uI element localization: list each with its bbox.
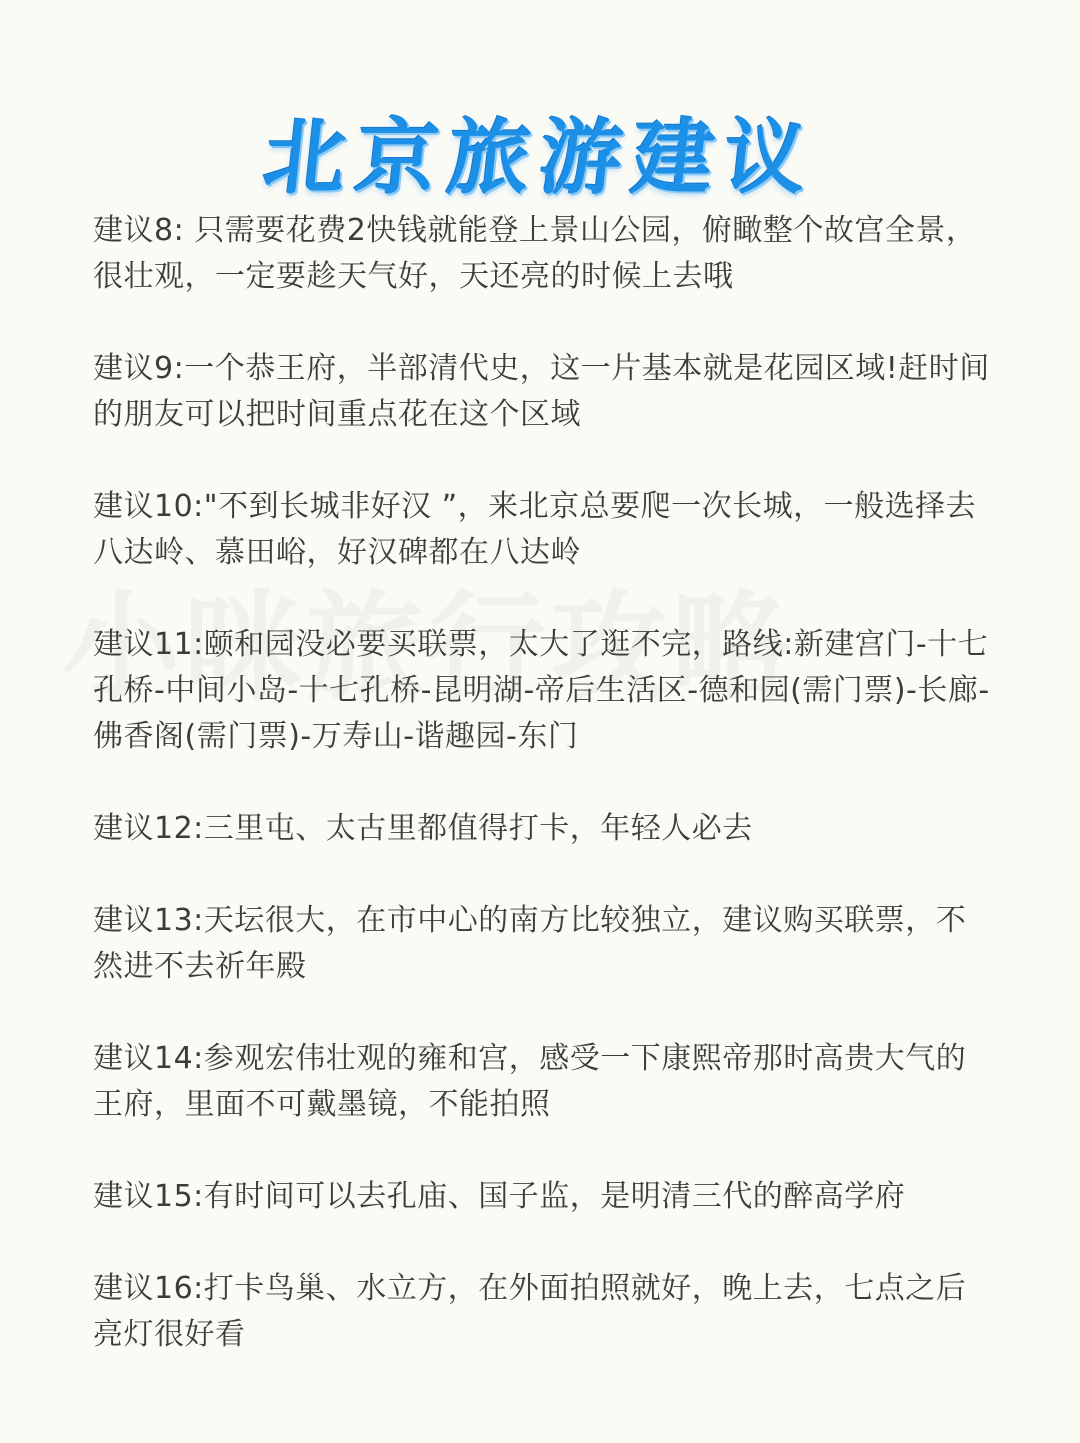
tip-item-9: 建议9:一个恭王府，半部清代史，这一片基本就是花园区域!赶时间的朋友可以把时间重点花在这个区域 [93,351,990,432]
tip-item-14: 建议14:参观宏伟壮观的雍和宫，感受一下康熙帝那时高贵大气的王府，里面不可戴墨镜，不能拍照 [93,1041,967,1122]
tip-item-11: 建议11:颐和园没必要买联票，太大了逛不完，路线:新建宫门-十七孔桥-中间小岛-十七孔桥-昆明湖-帝后生活区-德和园(需门票)-长廊-佛香阁(需门票)-万寿山-谐趣园-东门 [93,627,990,754]
tip-item-8: 建议8: 只需要花费2快钱就能登上景山公园，俯瞰整个故宫全景，很壮观，一定要趁天气好，天还亮的时候上去哦 [93,213,977,294]
page-title: 北京旅游建议 [258,109,822,206]
tip-item-13: 建议13:天坛很大，在市中心的南方比较独立，建议购买联票，不然进不去祈年殿 [93,903,967,984]
tip-item-12: 建议12:三里屯、太古里都值得打卡，年轻人必去 [93,811,753,846]
tips-list [93,208,993,1358]
tip-item-15: 建议15:有时间可以去孔庙、国子监，是明清三代的醉高学府 [93,1179,906,1214]
tip-item-16: 建议16:打卡鸟巢、水立方，在外面拍照就好，晚上去，七点之后亮灯很好看 [93,1271,967,1352]
tip-item-10: 建议10:"不到长城非好汉 ”，来北京总要爬一次长城，一般选择去八达岭、慕田峪，好汉碑都在八达岭 [93,489,977,570]
